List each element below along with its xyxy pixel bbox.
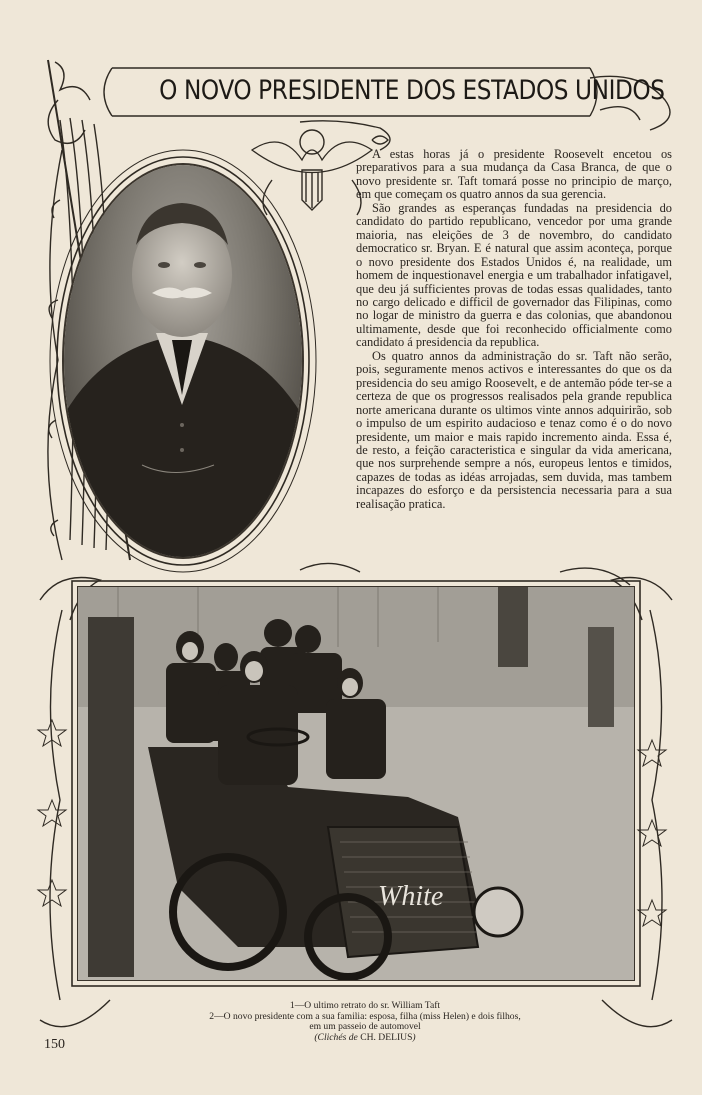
automobile-photo bbox=[78, 587, 634, 980]
photo-credit bbox=[160, 1033, 570, 1044]
portrait-illustration bbox=[64, 165, 302, 557]
photo-caption bbox=[160, 1001, 570, 1043]
credit-prefix: (Clichés de bbox=[314, 1031, 361, 1043]
credit-name: CH. DELIUS bbox=[360, 1031, 413, 1043]
automobile-illustration bbox=[78, 587, 634, 980]
article-body bbox=[356, 148, 672, 580]
article-paragraph: A estas horas já o presidente Roosevelt encetou os preparativos para a sua mudança da Casa Branca, de que o novo presidente sr. Taft tomará posse no principio de março, em que começam os quatro annos da sua gerencia. bbox=[356, 147, 672, 202]
page-number: 150 bbox=[44, 1037, 65, 1052]
article-paragraph: São grandes as esperanças fundadas na presidencia do candidato do partido republicano, vencedor por uma grande maioria, nas eleições de 3 de novembro, do candidato democratico sr. Bryan. E é natural que assim aconteça, porque o novo presidente dos Estados Unidos é, na realidade, um homem de inquestionavel energia e um trabalhador infatigavel, que deu já sufficientes provas de todas essas qualidades, tanto no cargo delicado e difficil de governador das Filipinas, como no logar de ministro da guerra e das colonias, que abandonou ultimamente, desde que foi reconhecido officialmente como candidato á presidencia da republica. bbox=[356, 200, 672, 350]
credit-suffix: ) bbox=[412, 1031, 416, 1043]
article-paragraph: Os quatro annos da administração do sr. Taft não serão, pois, seguramente menos activos e interessantes do que os da presidencia do seu amigo Roosevelt, e de antemão póde ter-se a certeza de que os progressos realisados pela grande republica norte americana durante os ultimos vinte annos adquirirão, sob o impulso de um espirito audacioso e tenaz como é o do novo presidente, um maior e mais rapido incremento ainda. Essa é, de resto, a feição caracteristica e singular da vida americana, que nos surprehende sempre a nós, europeus lentos e timidos, capazes de todas as idéas arrojadas, sem duvida, mas tambem incapazes do esforço e da persistencia necessaria para a sua realisação pratica. bbox=[356, 348, 672, 511]
caption-line: 1—O ultimo retrato do sr. William Taft bbox=[289, 1000, 441, 1011]
portrait-photo bbox=[64, 165, 302, 557]
page-title: O NOVO PRESIDENTE DOS ESTADOS UNIDOS bbox=[159, 75, 665, 106]
caption-line: em um passeio de automovel bbox=[309, 1021, 421, 1033]
caption-line: 2—O novo presidente com a sua familia: esposa, filha (miss Helen) e dois filhos, bbox=[209, 1010, 521, 1022]
car-radiator-logo: White bbox=[378, 881, 444, 912]
